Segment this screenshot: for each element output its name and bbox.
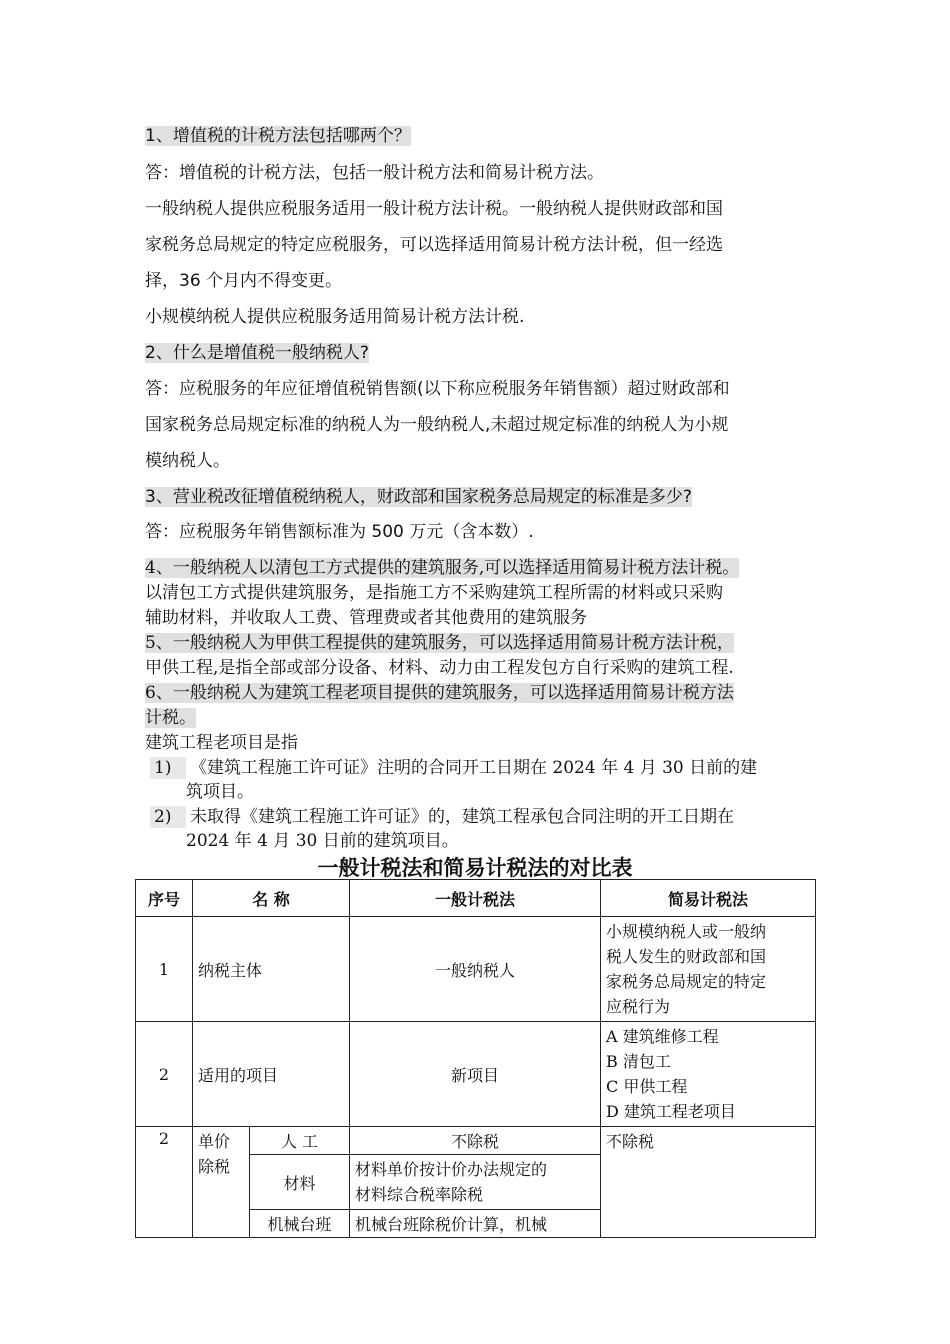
cell-line: 除税 bbox=[198, 1157, 231, 1176]
answer-1-line-2: 一般纳税人提供应税服务适用一般计税方法计税。一般纳税人提供财政部和国 bbox=[145, 199, 723, 219]
cell-general: 机械台班除税价计算，机械 bbox=[350, 1210, 601, 1238]
question-4-title: 4、一般纳税人以清包工方式提供的建筑服务,可以选择适用简易计税方法计税。 bbox=[145, 558, 740, 578]
answer-4-line-2: 辅助材料，并收取人工费、管理费或者其他费用的建筑服务 bbox=[145, 608, 587, 628]
table-title: 一般计税法和简易计税法的对比表 bbox=[317, 856, 633, 880]
answer-1-line-3: 家税务总局规定的特定应税服务，可以选择适用简易计税方法计税，但一经选 bbox=[145, 235, 723, 255]
cell-subname: 人 工 bbox=[250, 1127, 350, 1155]
answer-3-line-1: 答：应税服务年销售额标准为 500 万元（含本数）. bbox=[145, 522, 534, 542]
question-6-title-line-1: 6、一般纳税人为建筑工程老项目提供的建筑服务，可以选择适用简易计税方法 bbox=[145, 683, 734, 703]
table-row bbox=[136, 1022, 816, 1127]
list-text: 《建筑工程施工许可证》注明的合同开工日期在 2024 年 4 月 30 日前的建 bbox=[190, 758, 758, 778]
cell-name: 适用的项目 bbox=[193, 1022, 350, 1127]
answer-4-line-1: 以清包工方式提供建筑服务，是指施工方不采购建筑工程所需的材料或只采购 bbox=[145, 583, 723, 603]
cell-general: 不除税 bbox=[350, 1127, 601, 1155]
question-1-title: 1、增值税的计税方法包括哪两个？ bbox=[145, 126, 411, 146]
list-number: 2) bbox=[150, 806, 186, 828]
cell-subname: 机械台班 bbox=[250, 1210, 350, 1238]
question-6-title-line-2: 计税。 bbox=[145, 708, 196, 728]
list-item bbox=[150, 806, 734, 828]
cell-line: 材料综合税率除税 bbox=[355, 1185, 484, 1204]
cell-line: C 甲供工程 bbox=[606, 1077, 688, 1096]
cell-simple bbox=[601, 917, 816, 1022]
cell-line: 小规模纳税人或一般纳 bbox=[606, 922, 767, 941]
answer-2-line-1: 答：应税服务的年应征增值税销售额(以下称应税服务年销售额）超过财政部和 bbox=[145, 379, 730, 399]
answer-2-line-2: 国家税务总局规定标准的纳税人为一般纳税人,未超过规定标准的纳税人为小规 bbox=[145, 415, 729, 435]
cell-line: A 建筑维修工程 bbox=[606, 1027, 719, 1046]
header-general: 一般计税法 bbox=[350, 880, 601, 917]
answer-1-line-4: 择，36 个月内不得变更。 bbox=[145, 271, 343, 291]
cell-line: 材料单价按计价办法规定的 bbox=[355, 1160, 548, 1179]
question-2-title: 2、什么是增值税一般纳税人? bbox=[145, 343, 369, 363]
cell-simple: 不除税 bbox=[601, 1127, 816, 1238]
list-item-continuation: 2024 年 4 月 30 日前的建筑项目。 bbox=[186, 831, 459, 851]
cell-subname: 材料 bbox=[250, 1155, 350, 1210]
cell-no: 2 bbox=[136, 1127, 193, 1238]
cell-name: 纳税主体 bbox=[193, 917, 350, 1022]
cell-simple bbox=[601, 1022, 816, 1127]
header-simple: 简易计税法 bbox=[601, 880, 816, 917]
cell-general: 一般纳税人 bbox=[350, 917, 601, 1022]
list-number: 1) bbox=[150, 757, 186, 779]
answer-1-line-5: 小规模纳税人提供应税服务适用简易计税方法计税. bbox=[145, 307, 525, 327]
header-name: 名 称 bbox=[193, 880, 350, 917]
answer-6-intro: 建筑工程老项目是指 bbox=[145, 733, 298, 753]
table-row bbox=[136, 1127, 816, 1155]
list-item-continuation: 筑项目。 bbox=[186, 782, 254, 802]
header-no: 序号 bbox=[136, 880, 193, 917]
question-5-title: 5、一般纳税人为甲供工程提供的建筑服务，可以选择适用简易计税方法计税， bbox=[145, 633, 734, 653]
cell-line: B 清包工 bbox=[606, 1052, 671, 1071]
answer-2-line-3: 模纳税人。 bbox=[145, 451, 230, 471]
cell-general bbox=[350, 1155, 601, 1210]
cell-line: 单价 bbox=[198, 1132, 231, 1151]
table-row bbox=[136, 917, 816, 1022]
list-text: 未取得《建筑工程施工许可证》的，建筑工程承包合同注明的开工日期在 bbox=[190, 807, 734, 827]
cell-line: 家税务总局规定的特定 bbox=[606, 972, 767, 991]
table-header-row bbox=[136, 880, 816, 917]
cell-line: 税人发生的财政部和国 bbox=[606, 947, 767, 966]
comparison-table bbox=[135, 879, 816, 1238]
cell-no: 2 bbox=[136, 1022, 193, 1127]
list-item bbox=[150, 757, 757, 779]
answer-1-line-1: 答：增值税的计税方法，包括一般计税方法和简易计税方法。 bbox=[145, 163, 604, 183]
cell-line: 应税行为 bbox=[606, 997, 671, 1016]
answer-5-line-1: 甲供工程,是指全部或部分设备、材料、动力由工程发包方自行采购的建筑工程. bbox=[145, 658, 734, 678]
cell-line: D 建筑工程老项目 bbox=[606, 1102, 736, 1121]
cell-no: 1 bbox=[136, 917, 193, 1022]
cell-name bbox=[193, 1127, 250, 1238]
cell-general: 新项目 bbox=[350, 1022, 601, 1127]
question-3-title: 3、营业税改征增值税纳税人，财政部和国家税务总局规定的标准是多少? bbox=[145, 487, 692, 507]
